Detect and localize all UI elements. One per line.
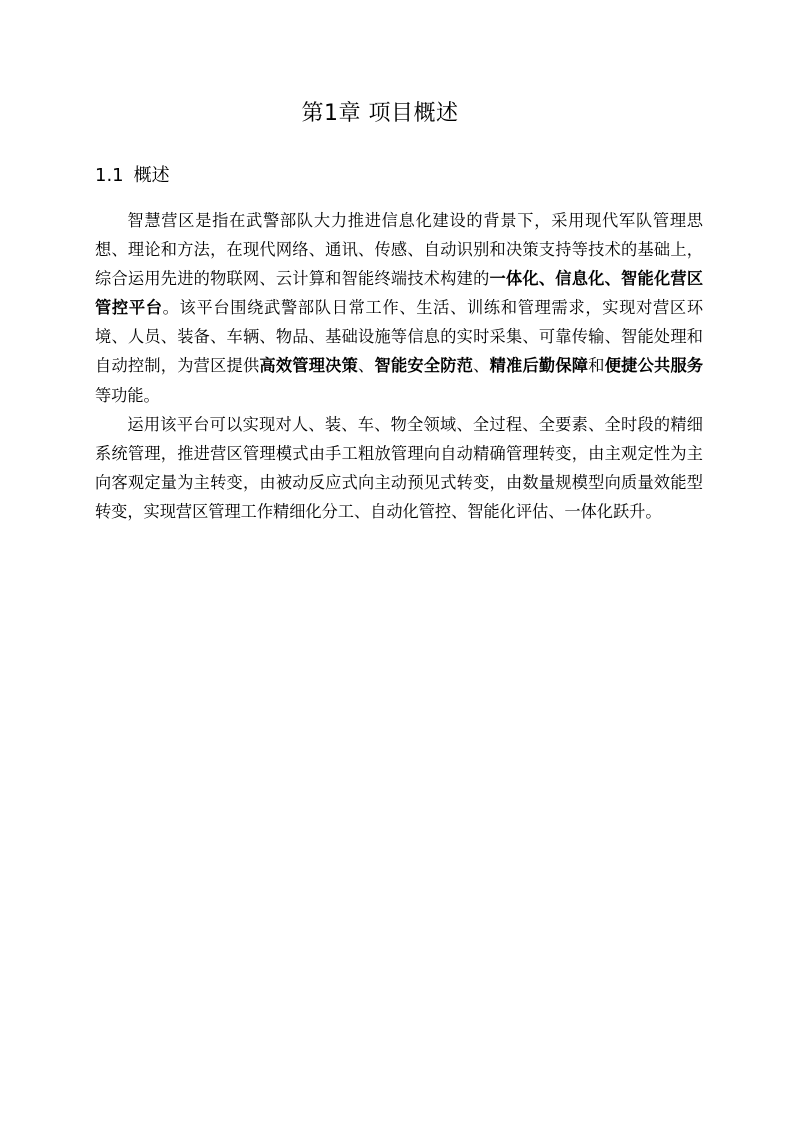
- emphasis-public-service: 便捷公共服务: [604, 356, 704, 376]
- chapter-title: 第1章 项目概述: [301, 101, 459, 126]
- paragraph-1: [95, 206, 703, 410]
- paragraph-1-conjunction: 和: [588, 356, 605, 376]
- paragraph-1-text-end: 等功能。: [95, 385, 160, 405]
- paragraph-1-separator-2: 、: [473, 356, 490, 376]
- body-text: [95, 206, 703, 526]
- section-heading: [95, 162, 170, 190]
- paragraph-1-separator-1: 、: [358, 356, 375, 376]
- emphasis-security: 智能安全防范: [374, 356, 474, 376]
- paragraph-1-text-2: 。该平台围绕武警部队日常工作、生活、训练和管理需求，实现对营区环境、人员、装备、车辆、物品、基础设施等信息的实时采集、可靠传输、智能处理和自动控制，为营区提供: [95, 298, 704, 376]
- paragraph-2: 运用该平台可以实现对人、装、车、物全领域、全过程、全要素、全时段的精细系统管理，推进营区管理模式由手工粗放管理向自动精确管理转变，由主观定性为主向客观定量为主转变，由被动反应式向主动预见式转变，由数量规模型向质量效能型转变，实现营区管理工作精细化分工、自动化管控、智能化评估、一体化跃升。: [95, 414, 703, 521]
- paragraph-1-text-1: 智慧营区是指在武警部队大力推进信息化建设的背景下，采用现代军队管理思想、理论和方法，在现代网络、通讯、传感、自动识别和决策支持等技术的基础上，综合运用先进的物联网、云计算和智能终端技术构建的: [95, 211, 703, 289]
- section-number: 1.1: [95, 165, 124, 186]
- emphasis-management-decision: 高效管理决策: [259, 356, 359, 376]
- emphasis-platform: 一体化、信息化、智能化营区管控平台: [95, 269, 704, 318]
- section-title: 概述: [133, 165, 170, 186]
- emphasis-logistics: 精准后勤保障: [489, 356, 589, 376]
